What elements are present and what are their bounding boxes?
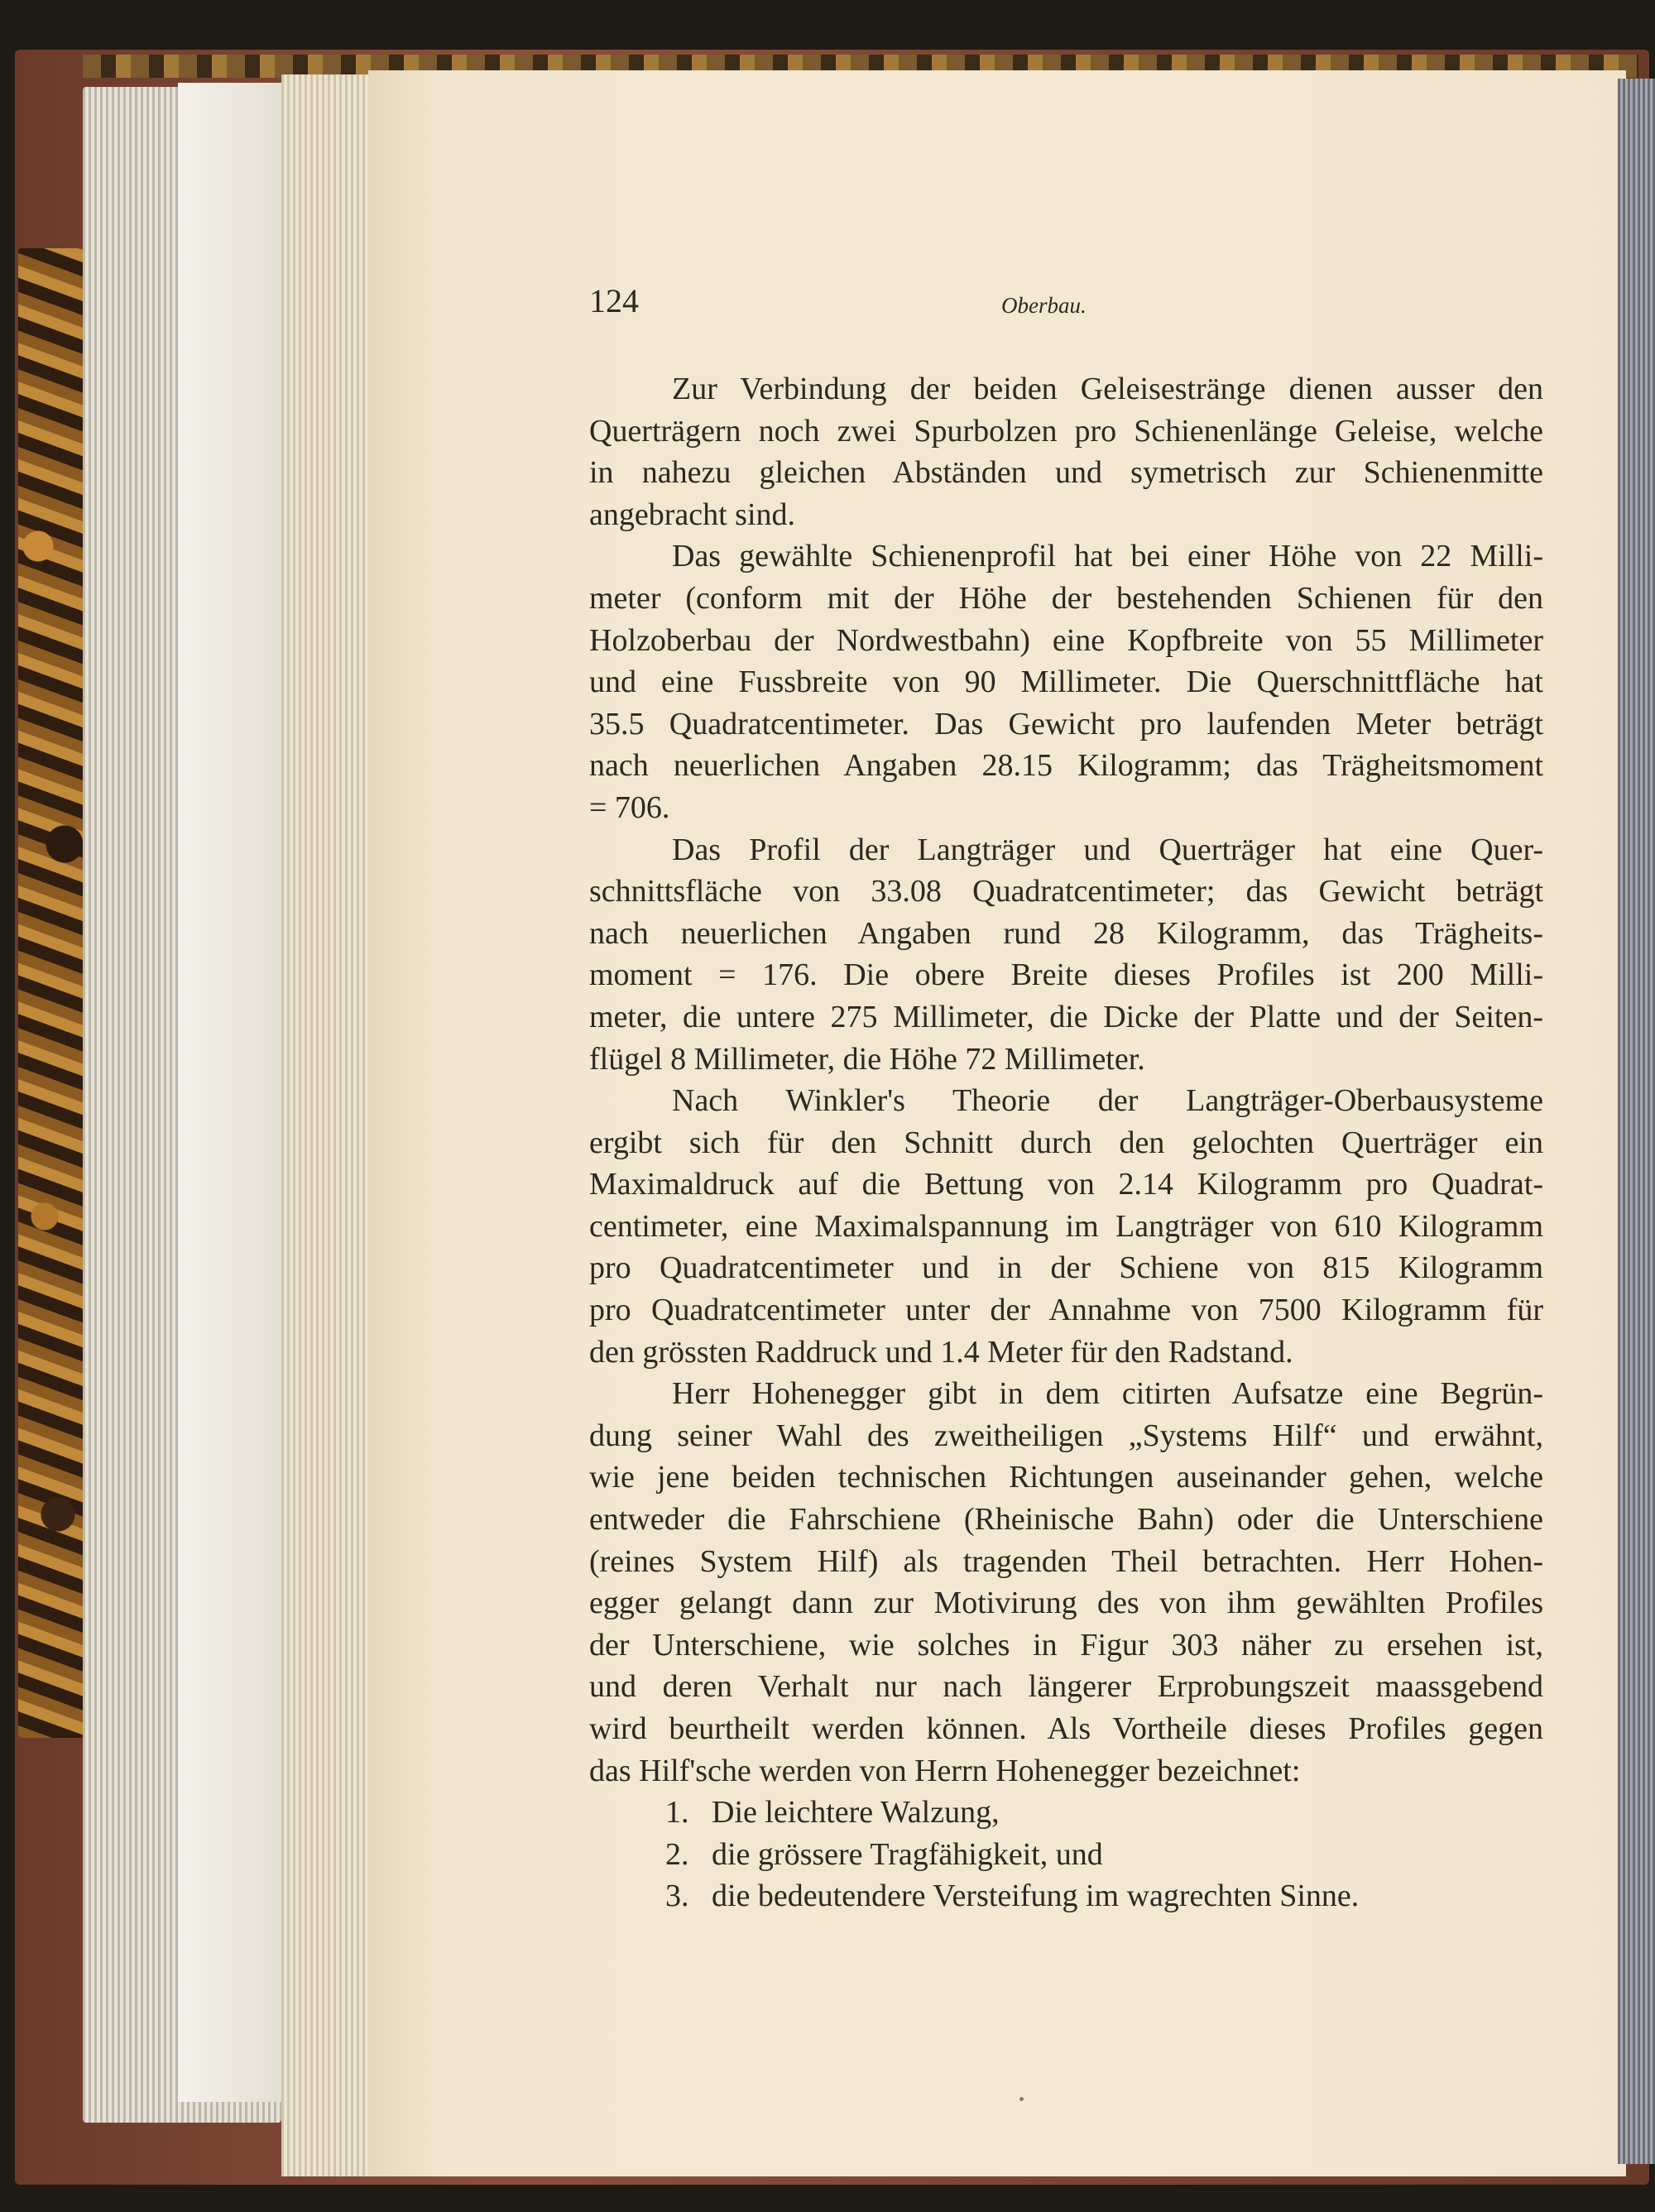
text-line: wie jene beiden technischen Richtungen auseinander gehen, welche bbox=[589, 1460, 1543, 1495]
text-line: moment = 176. Die obere Breite dieses Profiles ist 200 Milli- bbox=[589, 957, 1543, 993]
text-line: = 706. bbox=[589, 789, 670, 825]
text-line: angebracht sind. bbox=[589, 497, 796, 532]
page-header bbox=[589, 281, 1543, 331]
text-line: Holzoberbau der Nordwestbahn) eine Kopfbreite von 55 Millimeter bbox=[589, 622, 1543, 658]
text-line: und deren Verhalt nur nach längerer Erprobungszeit maassgebend bbox=[589, 1669, 1543, 1705]
list-text: die grössere Tragfähigkeit, und bbox=[712, 1836, 1103, 1872]
text-line: dung seiner Wahl des zweitheiligen „Systems Hilf“ und erwähnt, bbox=[589, 1418, 1543, 1453]
text-line: (reines System Hilf) als tragenden Theil betrachten. Herr Hohen- bbox=[589, 1543, 1543, 1579]
text-line: ergibt sich für den Schnitt durch den gelochten Querträger ein bbox=[589, 1125, 1543, 1160]
left-page bbox=[178, 83, 285, 2102]
text-line: schnittsfläche von 33.08 Quadratcentimeter; das Gewicht beträgt bbox=[589, 874, 1543, 909]
paragraph bbox=[589, 1080, 1543, 1373]
print-speck bbox=[1019, 2097, 1024, 2101]
text-line: Herr Hohenegger gibt in dem citirten Aufsatze eine Begrün- bbox=[672, 1376, 1543, 1412]
text-line: centimeter, eine Maximalspannung im Langträger von 610 Kilogramm bbox=[589, 1208, 1543, 1244]
text-line: entweder die Fahrschiene (Rheinische Bahn) oder die Unterschiene bbox=[589, 1502, 1543, 1538]
text-line: 35.5 Quadratcentimeter. Das Gewicht pro laufenden Meter beträgt bbox=[589, 706, 1543, 741]
list-number: 1. bbox=[665, 1795, 689, 1831]
list-text: die bedeutendere Versteifung im wagrechten Sinne. bbox=[712, 1879, 1360, 1914]
list-item bbox=[589, 1834, 1543, 1876]
marbled-endpaper bbox=[18, 248, 84, 1738]
text-line: Zur Verbindung der beiden Geleisestränge dienen ausser den bbox=[672, 372, 1543, 406]
list-text: Die leichtere Walzung, bbox=[712, 1795, 1000, 1831]
running-head: Oberbau. bbox=[1001, 293, 1087, 318]
text-line: pro Quadratcentimeter und in der Schiene von 815 Kilogramm bbox=[589, 1250, 1543, 1286]
page-body bbox=[589, 368, 1543, 1917]
paragraph bbox=[589, 829, 1543, 1081]
text-line: und eine Fussbreite von 90 Millimeter. Die Querschnittfläche hat bbox=[589, 665, 1543, 700]
text-line: der Unterschiene, wie solches in Figur 303 näher zu ersehen ist, bbox=[589, 1627, 1543, 1663]
page-edges bbox=[281, 74, 372, 2176]
text-line: Nach Winkler's Theorie der Langträger-Oberbausysteme bbox=[672, 1083, 1543, 1119]
list-number: 2. bbox=[665, 1836, 689, 1872]
text-line: Das gewählte Schienenprofil hat bei einer Höhe von 22 Milli- bbox=[672, 539, 1543, 574]
text-line: meter (conform mit der Höhe der bestehenden Schienen für den bbox=[589, 580, 1543, 616]
page-number: 124 bbox=[589, 282, 639, 319]
right-cover-edge bbox=[1618, 79, 1655, 2164]
text-line: das Hilf'sche werden von Herrn Hohenegger bezeichnet: bbox=[589, 1753, 1301, 1788]
paragraph bbox=[589, 368, 1543, 535]
text-line: in nahezu gleichen Abständen und symetrisch zur Schienenmitte bbox=[589, 455, 1543, 491]
text-line: egger gelangt dann zur Motivirung des von ihm gewählten Profiles bbox=[589, 1586, 1543, 1621]
list-item bbox=[589, 1875, 1543, 1917]
text-line: pro Quadratcentimeter unter der Annahme von 7500 Kilogramm für bbox=[589, 1293, 1543, 1328]
list-number: 3. bbox=[665, 1879, 689, 1914]
text-line: Querträgern noch zwei Spurbolzen pro Schienenlänge Geleise, welche bbox=[589, 413, 1543, 449]
text-line: den grössten Raddruck und 1.4 Meter für den Radstand. bbox=[589, 1334, 1293, 1370]
text-line: flügel 8 Millimeter, die Höhe 72 Millimeter. bbox=[589, 1041, 1145, 1077]
text-line: Maximaldruck auf die Bettung von 2.14 Kilogramm pro Quadrat- bbox=[589, 1167, 1543, 1202]
text-line: nach neuerlichen Angaben rund 28 Kilogramm, das Trägheits- bbox=[589, 915, 1543, 951]
paragraph bbox=[589, 1373, 1543, 1792]
text-line: nach neuerlichen Angaben 28.15 Kilogramm; das Trägheitsmoment bbox=[589, 748, 1543, 784]
paragraph bbox=[589, 535, 1543, 828]
page-text-block bbox=[589, 281, 1543, 1917]
text-line: wird beurtheilt werden können. Als Vortheile dieses Profiles gegen bbox=[589, 1711, 1543, 1746]
text-line: meter, die untere 275 Millimeter, die Dicke der Platte und der Seiten- bbox=[589, 999, 1543, 1034]
list-item bbox=[589, 1792, 1543, 1834]
text-line: Das Profil der Langträger und Querträger hat eine Quer- bbox=[672, 832, 1543, 867]
